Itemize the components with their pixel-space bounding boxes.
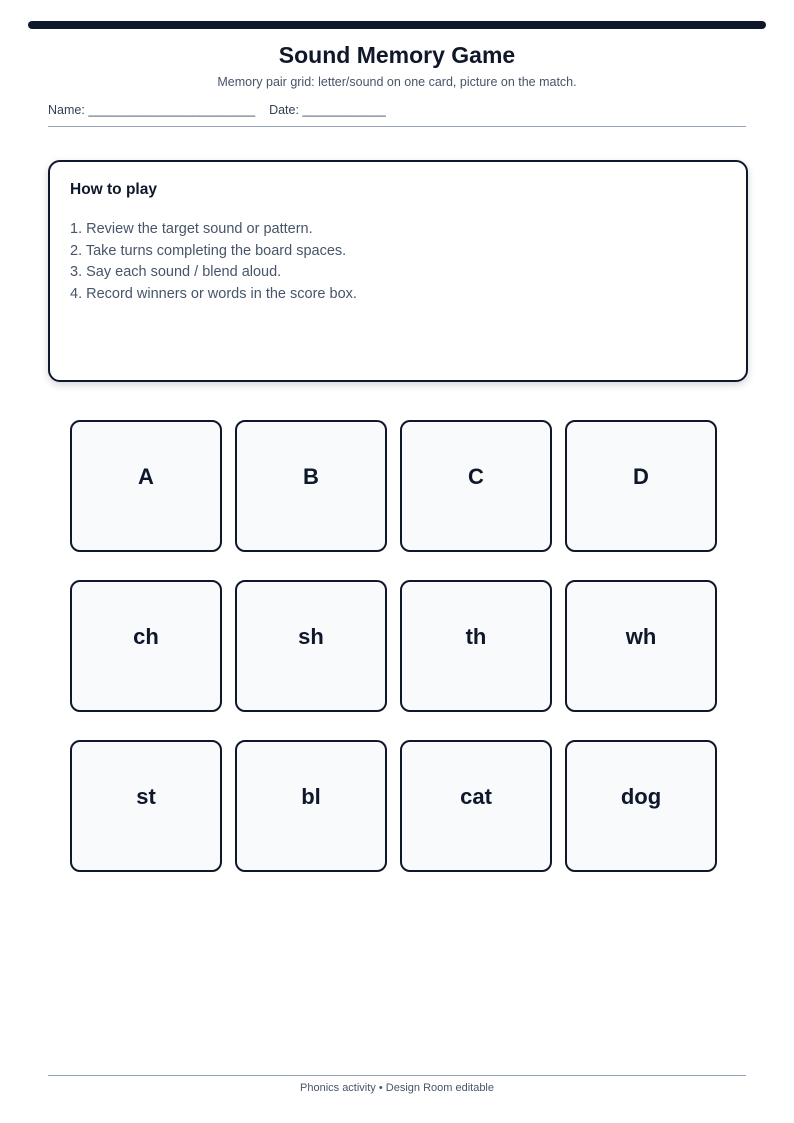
memory-card[interactable] — [565, 580, 717, 712]
instruction-step: 4. Record winners or words in the score box. — [70, 285, 357, 302]
card-label: ch — [133, 624, 159, 649]
name-date-row — [48, 102, 746, 127]
memory-card[interactable] — [400, 580, 552, 712]
instructions-box — [48, 160, 748, 382]
card-label: st — [136, 784, 156, 809]
card-label: th — [465, 624, 487, 649]
memory-card[interactable] — [565, 740, 717, 872]
name-blank: ________________________ — [88, 103, 256, 117]
memory-card[interactable] — [235, 420, 387, 552]
date-blank: ____________ — [302, 103, 386, 117]
card-label: C — [468, 464, 484, 489]
instructions-heading: How to play — [70, 181, 157, 198]
page-subtitle: Memory pair grid: letter/sound on one card, picture on the match. — [217, 75, 577, 89]
card-label: wh — [625, 624, 657, 649]
memory-card[interactable] — [70, 740, 222, 872]
instruction-step: 2. Take turns completing the board spaces. — [70, 242, 347, 259]
footer-text: Phonics activity • Design Room editable — [300, 1082, 494, 1094]
card-label: sh — [298, 624, 324, 649]
page-title: Sound Memory Game — [278, 42, 516, 68]
card-label: D — [633, 464, 649, 489]
instruction-step: 3. Say each sound / blend aloud. — [70, 264, 282, 280]
memory-card[interactable] — [235, 580, 387, 712]
memory-card[interactable] — [70, 580, 222, 712]
memory-card[interactable] — [70, 420, 222, 552]
name-label: Name: — [48, 103, 85, 117]
instruction-step: 1. Review the target sound or pattern. — [70, 221, 313, 237]
memory-card-grid — [70, 420, 718, 872]
card-label: A — [138, 464, 154, 489]
memory-card[interactable] — [565, 420, 717, 552]
memory-card[interactable] — [400, 740, 552, 872]
top-accent-bar — [28, 21, 766, 29]
card-label: cat — [460, 784, 492, 809]
instructions-list — [70, 219, 357, 305]
card-label: dog — [620, 784, 662, 809]
card-label: bl — [301, 784, 321, 809]
memory-card[interactable] — [235, 740, 387, 872]
card-label: B — [303, 464, 319, 489]
memory-card[interactable] — [400, 420, 552, 552]
date-label: Date: — [269, 103, 299, 117]
footer-divider — [48, 1075, 746, 1076]
